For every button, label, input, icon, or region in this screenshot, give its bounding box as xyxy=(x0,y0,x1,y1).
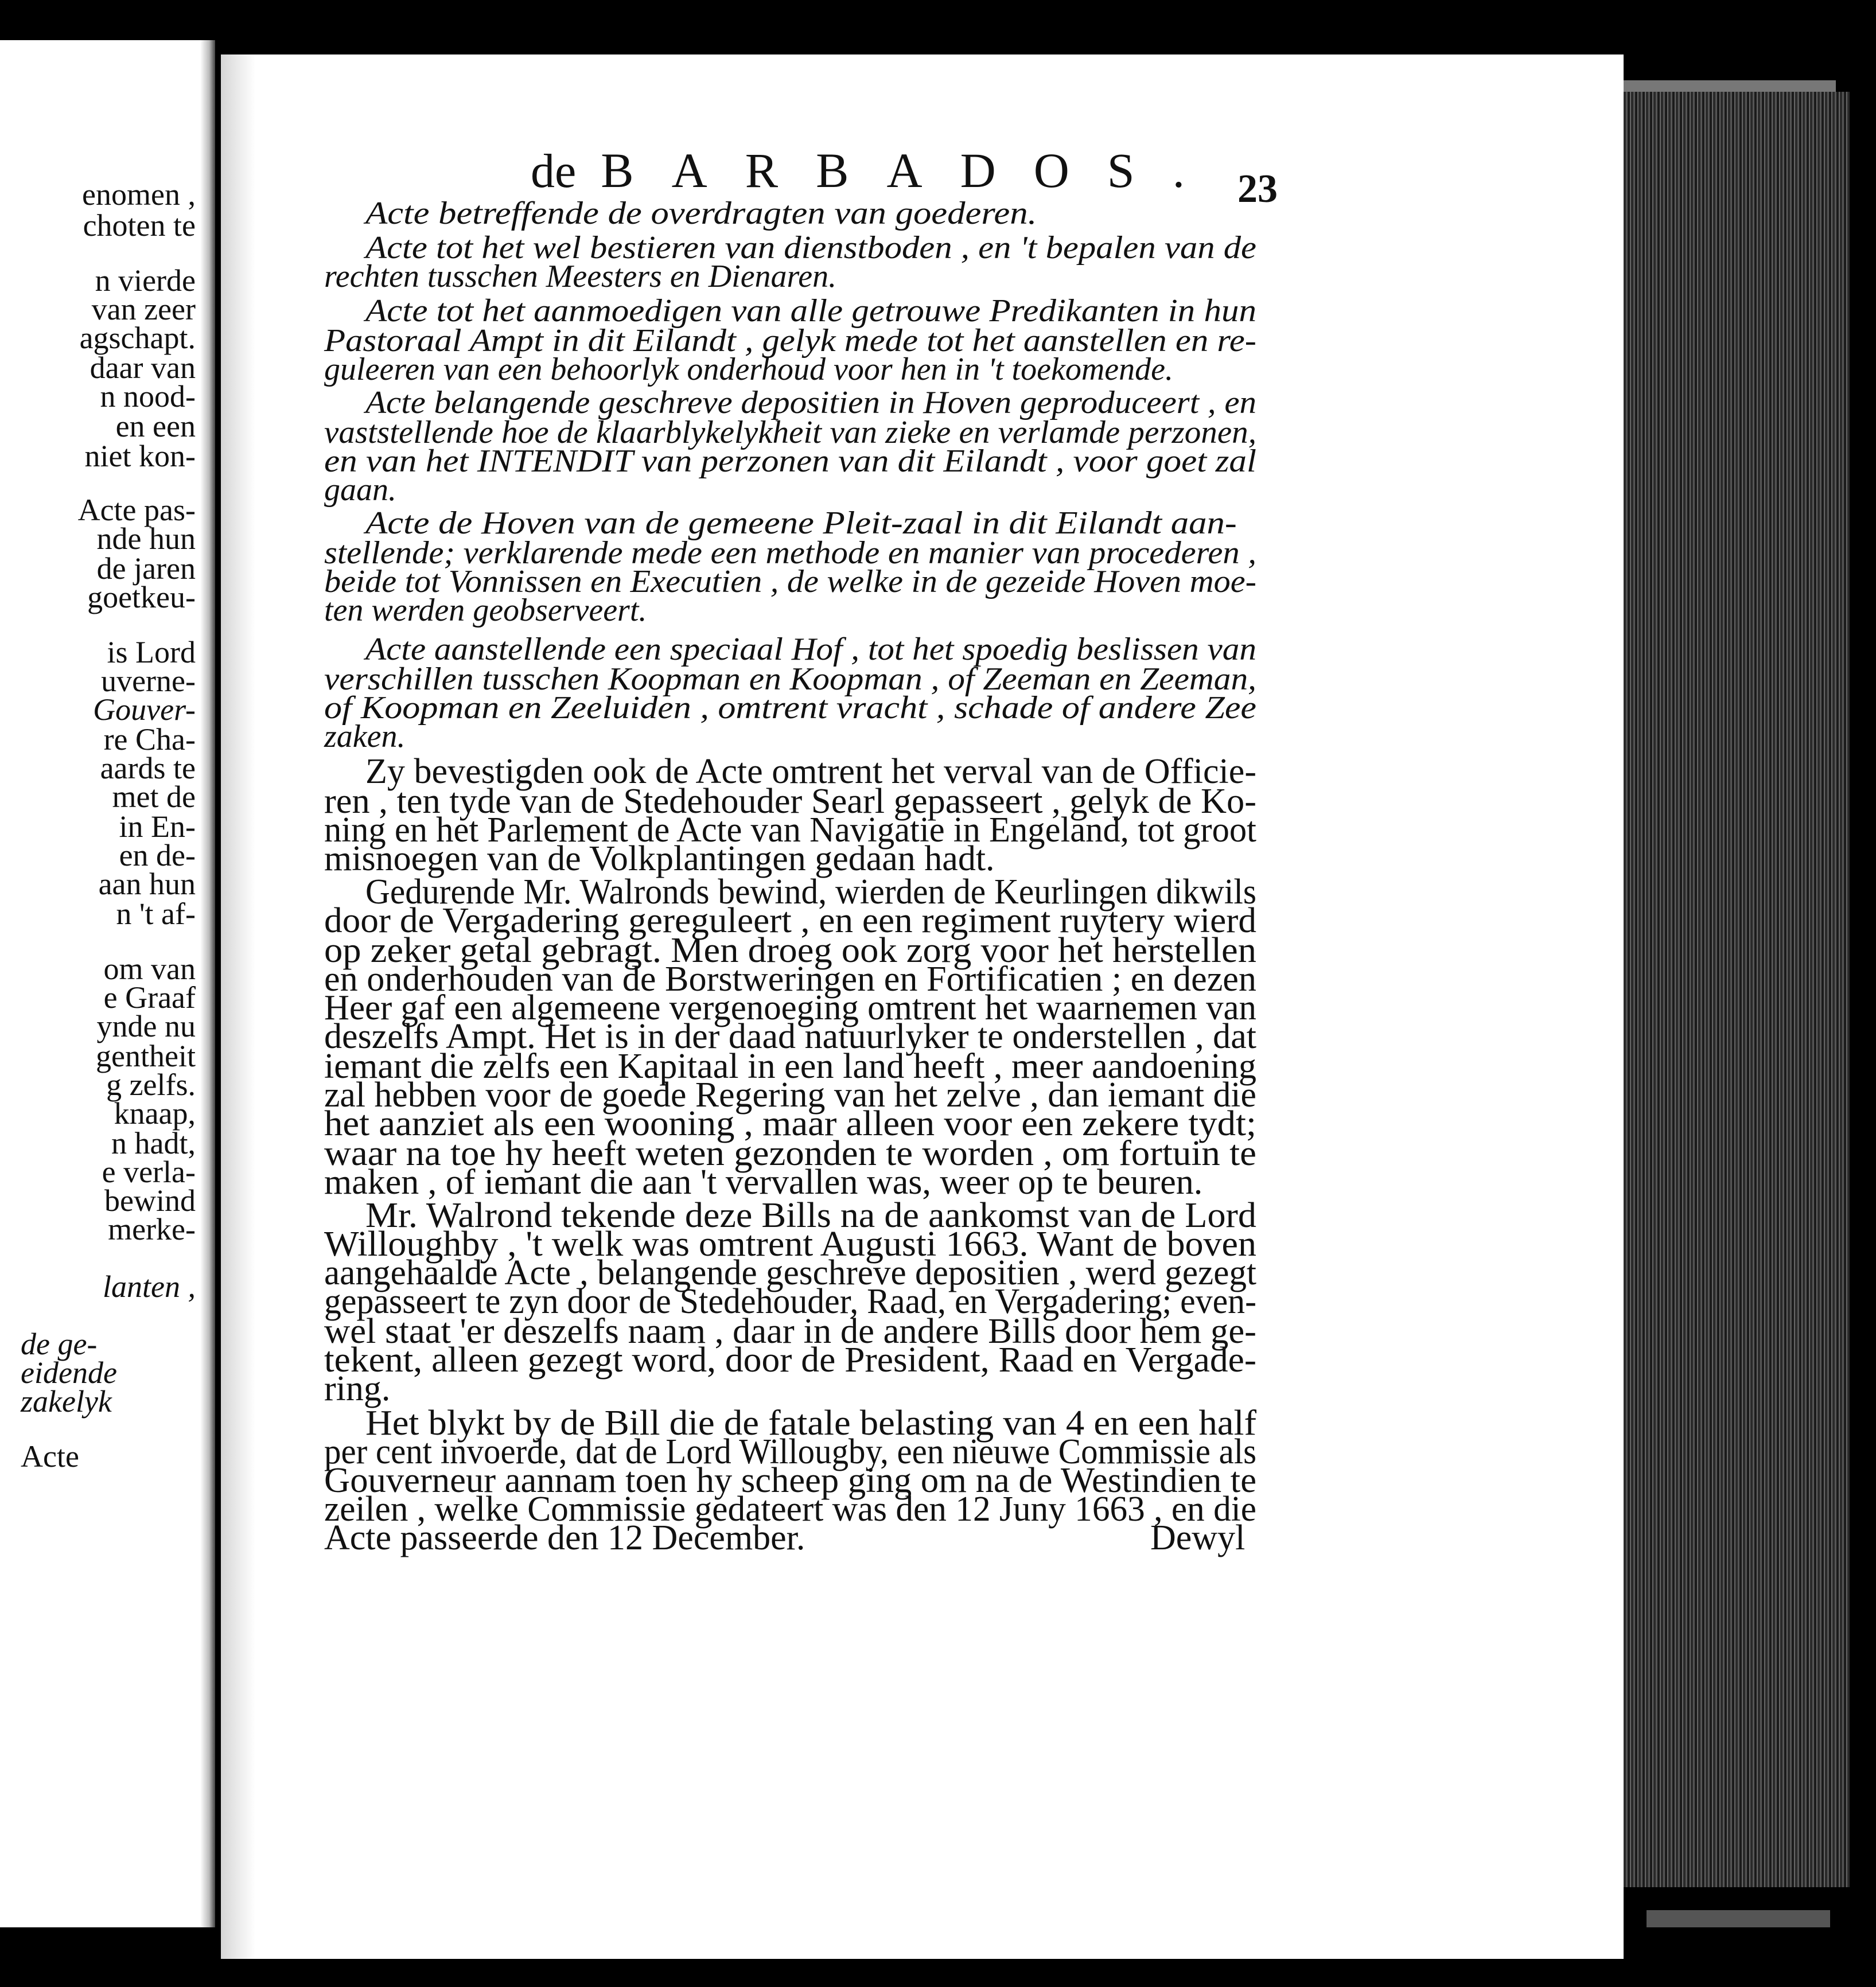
text-line-content: Acte passeerde den 12 December. xyxy=(324,1518,805,1557)
previous-page-line: en de- xyxy=(119,838,196,872)
previous-page-line: e verla- xyxy=(102,1155,196,1189)
text-line-content: waar na toe hy heeft weten gezonden te worden , om fortuin te xyxy=(324,1134,1256,1173)
previous-page-line: zakelyk xyxy=(21,1384,112,1419)
previous-page-line: in En- xyxy=(119,809,196,844)
previous-page-line: g zelfs. xyxy=(106,1067,196,1102)
previous-page-line: en een xyxy=(115,409,196,443)
previous-page-line: n nood- xyxy=(100,379,196,414)
running-header xyxy=(531,142,1223,199)
book-page xyxy=(221,54,1624,1959)
text-line-content: deszelfs Ampt. Het is in der daad natuurlyker te onderstellen , dat xyxy=(324,1017,1256,1056)
book-fore-edge xyxy=(1606,92,1850,1887)
text-line-content: gepasseert te zyn door de Stedehouder, Raad, en Vergadering; even- xyxy=(324,1282,1256,1321)
previous-page-line: gentheit xyxy=(96,1039,196,1073)
previous-page-line: eidende xyxy=(21,1355,117,1390)
text-line-content: het aanziet als een wooning , maar alleen voor een zekere tydt; xyxy=(324,1104,1256,1143)
text-line-content: Pastoraal Ampt in dit Eilandt , gelyk mede tot het aanstellen en re- xyxy=(324,323,1256,359)
text-line-content: tekent, alleen gezegt word, door de President, Raad en Vergade- xyxy=(324,1341,1256,1380)
previous-page-line: Acte pas- xyxy=(77,493,196,527)
text-line-content: Acte belangende geschreve depositien in Hoven geproduceert , en xyxy=(365,385,1256,420)
text-line-content: Het blykt by de Bill die de fatale belasting van 4 en een half xyxy=(365,1404,1256,1443)
text-line-content: Acte tot het aanmoedigen van alle getrouwe Predikanten in hun xyxy=(365,293,1256,329)
text-line-content: Willoughby , 't welk was omtrent Augusti 1663. Want de boven xyxy=(324,1225,1256,1264)
previous-page-line: bewind xyxy=(104,1183,196,1218)
text-line-content: ten werden geobserveert. xyxy=(324,593,647,628)
previous-page-line: merke- xyxy=(108,1212,196,1246)
page-gutter-shadow xyxy=(221,54,255,1959)
previous-page-fragment xyxy=(0,40,215,1927)
previous-page-line: Acte xyxy=(21,1439,79,1474)
text-line-content: Acte aanstellende een speciaal Hof , tot het spoedig beslissen van xyxy=(365,632,1256,667)
previous-page-line: de ge- xyxy=(21,1327,98,1361)
previous-page-line: nde hun xyxy=(96,521,196,556)
text-line-content: per cent invoerde, dat de Lord Willougby, een nieuwe Commissie als xyxy=(324,1432,1256,1471)
previous-page-line: n vierde xyxy=(95,263,196,298)
text-line-content: zal hebben voor de goede Regering van het zelve , dan iemant die xyxy=(324,1076,1256,1115)
text-line-content: beide tot Vonnissen en Executien , de welke in de gezeide Hoven moe- xyxy=(324,564,1256,599)
previous-page-line: om van xyxy=(103,952,196,986)
header-prefix: de xyxy=(531,145,577,198)
previous-page-line: Gouver- xyxy=(93,692,196,727)
text-line-content: Acte de Hoven van de gemeene Pleit-zaal in dit Eilandt aan- xyxy=(365,505,1237,541)
text-line-content: Gouverneur aannam toen hy scheep ging om na de Westindien te xyxy=(324,1461,1256,1500)
catchword-text: Dewyl xyxy=(1150,1518,1246,1557)
previous-page-line: van zeer xyxy=(91,292,196,326)
gutter-shadow xyxy=(200,40,215,1927)
previous-page-line: uverne- xyxy=(101,664,196,698)
previous-page-line: re Cha- xyxy=(103,722,196,757)
text-line-content: en van het INTENDIT van perzonen van dit Eilandt , voor goet zal xyxy=(324,443,1256,479)
previous-page-line: enomen , xyxy=(82,177,196,212)
text-line-content: en onderhouden van de Borstweringen en Fortificatien ; en dezen xyxy=(324,960,1256,999)
text-line-content: misnoegen van de Volkplantingen gedaan hadt. xyxy=(324,839,995,878)
text-line-content: iemant die zelfs een Kapitaal in een land heeft , meer aandoening xyxy=(324,1047,1256,1086)
previous-page-line: knaap, xyxy=(114,1096,196,1131)
previous-page-line: aards te xyxy=(100,751,196,785)
text-line-content: of Koopman en Zeeluiden , omtrent vracht , schade of andere Zee xyxy=(324,690,1256,726)
text-line-content: ning en het Parlement de Acte van Navigatie in Engeland, tot groot xyxy=(324,811,1256,850)
previous-page-line: lanten , xyxy=(103,1269,196,1304)
text-line-content: Zy bevestigden ook de Acte omtrent het verval van de Officie- xyxy=(365,752,1256,791)
text-line-content: ring. xyxy=(324,1369,391,1408)
text-line-content: vaststellende hoe de klaarblykelykheit van zieke en verlamde perzonen, xyxy=(324,415,1256,450)
text-line-content: gaan. xyxy=(324,472,396,508)
text-line-content: ren , ten tyde van de Stedehouder Searl gepasseert , gelyk de Ko- xyxy=(324,782,1256,821)
text-line-content: zaken. xyxy=(324,719,406,754)
text-line-content: maken , of iemant die aan 't vervallen was, weer op te beuren. xyxy=(324,1163,1203,1202)
text-line-content: Acte tot het wel bestieren van dienstboden , en 't bepalen van de xyxy=(365,230,1256,266)
text-line-content: wel staat 'er deszelfs naam , daar in de andere Bills door hem ge- xyxy=(324,1312,1256,1351)
text-line-content: Mr. Walrond tekende deze Bills na de aankomst van de Lord xyxy=(365,1196,1256,1235)
previous-page-line: aan hun xyxy=(98,867,196,901)
text-line-content: Acte betreffende de overdragten van goederen. xyxy=(365,196,1037,231)
text-line-content: Gedurende Mr. Walronds bewind, wierden de Keurlingen dikwils xyxy=(365,872,1256,911)
previous-page-line: agschapt. xyxy=(79,321,196,355)
previous-page-line: goetkeu- xyxy=(87,580,196,614)
previous-page-line: daar van xyxy=(89,350,196,385)
previous-page-line: is Lord xyxy=(107,635,196,669)
book-bottom-edge xyxy=(1647,1910,1830,1927)
text-line-content: Heer gaf een algemeene vergenoeging omtrent het waarnemen van xyxy=(324,988,1256,1027)
previous-page-line: ynde nu xyxy=(96,1009,196,1043)
previous-page-line: choten te xyxy=(83,208,196,243)
text-line-content: stellende; verklarende mede een methode en manier van procederen , xyxy=(324,535,1256,571)
previous-page-line: n 't af- xyxy=(116,897,196,931)
text-line-content: verschillen tusschen Koopman en Koopman , of Zeeman en Zeeman, xyxy=(324,661,1256,697)
text-line-content: aangehaalde Acte , belangende geschreve depositien , werd gezegt xyxy=(324,1253,1256,1292)
text-line-content: op zeker getal gebragt. Men droeg ook zorg voor het herstellen xyxy=(324,931,1256,970)
previous-page-line: e Graaf xyxy=(103,980,196,1015)
text-line-content: guleeren van een behoorlyk onderhoud voor hen in 't toekomende. xyxy=(324,352,1173,387)
page-number: 23 xyxy=(1237,167,1278,211)
previous-page-line: niet kon- xyxy=(84,439,196,473)
header-title: BARBADOS. xyxy=(601,143,1223,198)
text-line-content: rechten tusschen Meesters en Dienaren. xyxy=(324,259,837,294)
previous-page-line: de jaren xyxy=(96,551,196,586)
text-line-content: zeilen , welke Commissie gedateert was den 12 Juny 1663 , en die xyxy=(324,1490,1256,1529)
previous-page-line: met de xyxy=(112,780,196,814)
previous-page-line: n hadt, xyxy=(111,1126,196,1160)
text-line-content: door de Vergadering gereguleert , en een regiment ruytery wierd xyxy=(324,901,1256,940)
